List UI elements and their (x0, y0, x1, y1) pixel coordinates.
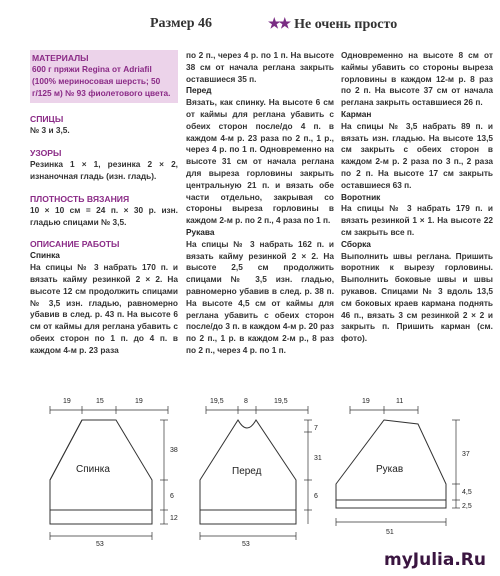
back-title: Спинка (30, 250, 60, 261)
patterns-text: Резинка 1 × 1, резинка 2 × 2, изнаночная гладь (изн. гладь). (30, 159, 178, 181)
size-title: Размер 46 (150, 16, 213, 31)
sleeve-dim-side-3: 2,5 (462, 503, 472, 510)
collar-title: Воротник (341, 191, 381, 202)
pocket-text: На спицы № 3,5 набрать 89 п. и вязать изн. гладью. На высоте 13,5 см закрыть с обеих сторон в каждом 2-м р. 2 раза по 3 п., 2 раза по 2 п. На высоте 17 см закрыть оставшиеся 63 п. (341, 120, 493, 190)
front-dim-top-1: 19,5 (210, 398, 224, 405)
back-schematic (40, 392, 190, 552)
materials-text: 600 г пряжи Regina от Adriafil (100% мериносовая шерсть; 50 г/125 м) № 93 фиолетового цвета. (32, 64, 171, 98)
back-dim-side-2: 6 (170, 493, 174, 500)
sleeve-label: Рукав (376, 464, 404, 475)
back-dim-side-1: 38 (170, 447, 178, 454)
back-dim-top-3: 19 (135, 398, 143, 405)
sleeve-schematic (336, 392, 486, 552)
materials-heading: МАТЕРИАЛЫ (32, 53, 89, 63)
needles-text: № 3 и 3,5. (30, 125, 70, 136)
front-dim-side-1: 7 (314, 425, 318, 432)
density-heading: ПЛОТНОСТЬ ВЯЗАНИЯ (30, 193, 130, 204)
work-heading: ОПИСАНИЕ РАБОТЫ (30, 239, 120, 250)
back-dim-top-1: 19 (63, 398, 71, 405)
sleeve-dim-bottom: 51 (386, 529, 394, 536)
patterns-heading: УЗОРЫ (30, 148, 62, 159)
front-dim-side-3: 6 (314, 493, 318, 500)
materials-box (30, 50, 178, 103)
difficulty-rating (268, 16, 397, 33)
sleeve-dim-top-2: 11 (396, 398, 404, 405)
star-icon: ★★ (268, 17, 290, 32)
sleeve-dim-top-1: 19 (362, 398, 370, 405)
density-text: 10 × 10 см = 24 п. × 30 р. изн. гладью спицами № 3,5. (30, 204, 178, 227)
front-schematic (196, 392, 346, 552)
needles-heading: СПИЦЫ (30, 114, 64, 125)
sleeve-diagram (336, 392, 486, 557)
sleeve-text-continued: Одновременно на высоте 8 см от каймы убавить со стороны выреза горловины в каждом 12-м р. 8 раз по 2 п. На высоте 37 см от начала реглана закрыть оставшиеся 26 п. (341, 50, 493, 108)
front-dim-side-2: 31 (314, 455, 322, 462)
sleeve-text: На спицы № 3 набрать 162 п. и вязать кайму резинкой 2 × 2. На высоте 2,5 см продолжить спицами № 3,5 изн. гладью, равномерно убавив в след. р. 38 п. На высоте 4,5 см от каймы для реглана убавить с обеих сторон после/до 3 п. в каждом 4-м р. 20 раз по 2 п., 1 р. в каждом 2-м р., 8 раз по 2 п., через 4 р. по 1 п. (186, 238, 334, 355)
assembly-title: Сборка (341, 238, 371, 249)
front-dim-top-2: 8 (244, 398, 248, 405)
work-section (30, 238, 178, 356)
column-3 (341, 50, 493, 345)
site-watermark: myJulia.Ru (384, 550, 486, 570)
back-dim-top-2: 15 (96, 398, 104, 405)
front-title: Перед (186, 85, 212, 96)
sleeve-title: Рукава (186, 226, 215, 237)
needles-section (30, 113, 178, 137)
back-label: Спинка (76, 464, 110, 475)
front-diagram (196, 392, 346, 557)
collar-text: На спицы № 3 набрать 179 п. и вязать резинкой 1 × 1. На высоте 22 см закрыть все п. (341, 203, 493, 237)
back-text-continued: по 2 п., через 4 р. по 1 п. На высоте 38 см от начала реглана закрыть оставшиеся 35 п. (186, 50, 334, 84)
front-label: Перед (232, 466, 262, 477)
back-text: На спицы № 3 набрать 170 п. и вязать кайму резинкой 2 × 2. На высоте 12 см продолжить спицами № 3,5 изн. гладью, равномерно убавив в след. р. 43 п. На высоте 6 см от каймы для реглана убавить с обеих сторон по 1 п. до 4 п. в каждом 4-м р. 23 раза (30, 262, 178, 355)
back-diagram (40, 392, 190, 557)
back-dim-bottom: 53 (96, 541, 104, 548)
back-dim-side-3: 12 (170, 515, 178, 522)
front-dim-bottom: 53 (242, 541, 250, 548)
density-section (30, 193, 178, 229)
page-header (0, 16, 500, 38)
column-2 (186, 50, 334, 357)
patterns-section (30, 147, 178, 183)
column-1 (30, 50, 178, 357)
difficulty-label: Не очень просто (294, 17, 398, 32)
pocket-title: Карман (341, 108, 372, 119)
sleeve-dim-side-2: 4,5 (462, 489, 472, 496)
front-dim-top-3: 19,5 (274, 398, 288, 405)
assembly-text: Выполнить швы реглана. Пришить воротник к вырезу горловины. Выполнить боковые швы и швы рукавов. Спицами № 3 вдоль 13,5 см боковых краев кармана поднять 46 п., вязать 3 см резинкой 2 × 2 и закрыть п. Пришить карман (см. фото). (341, 250, 493, 344)
sleeve-dim-side-1: 37 (462, 451, 470, 458)
front-text: Вязать, как спинку. На высоте 6 см от каймы для реглана убавить с обеих сторон после/до 4 п. в каждом 4-м р. 23 раза по 2 п., 1 р., через 4 р. по 1 п. Одновременно на высоте 31 см от начала реглана для выреза горловины закрыть центральную 21 п. и вязать обе части отдельно, закрывая со стороны выреза горловины в каждом 2-м р. по 2 п., 4 раза по 1 п. (186, 97, 334, 226)
